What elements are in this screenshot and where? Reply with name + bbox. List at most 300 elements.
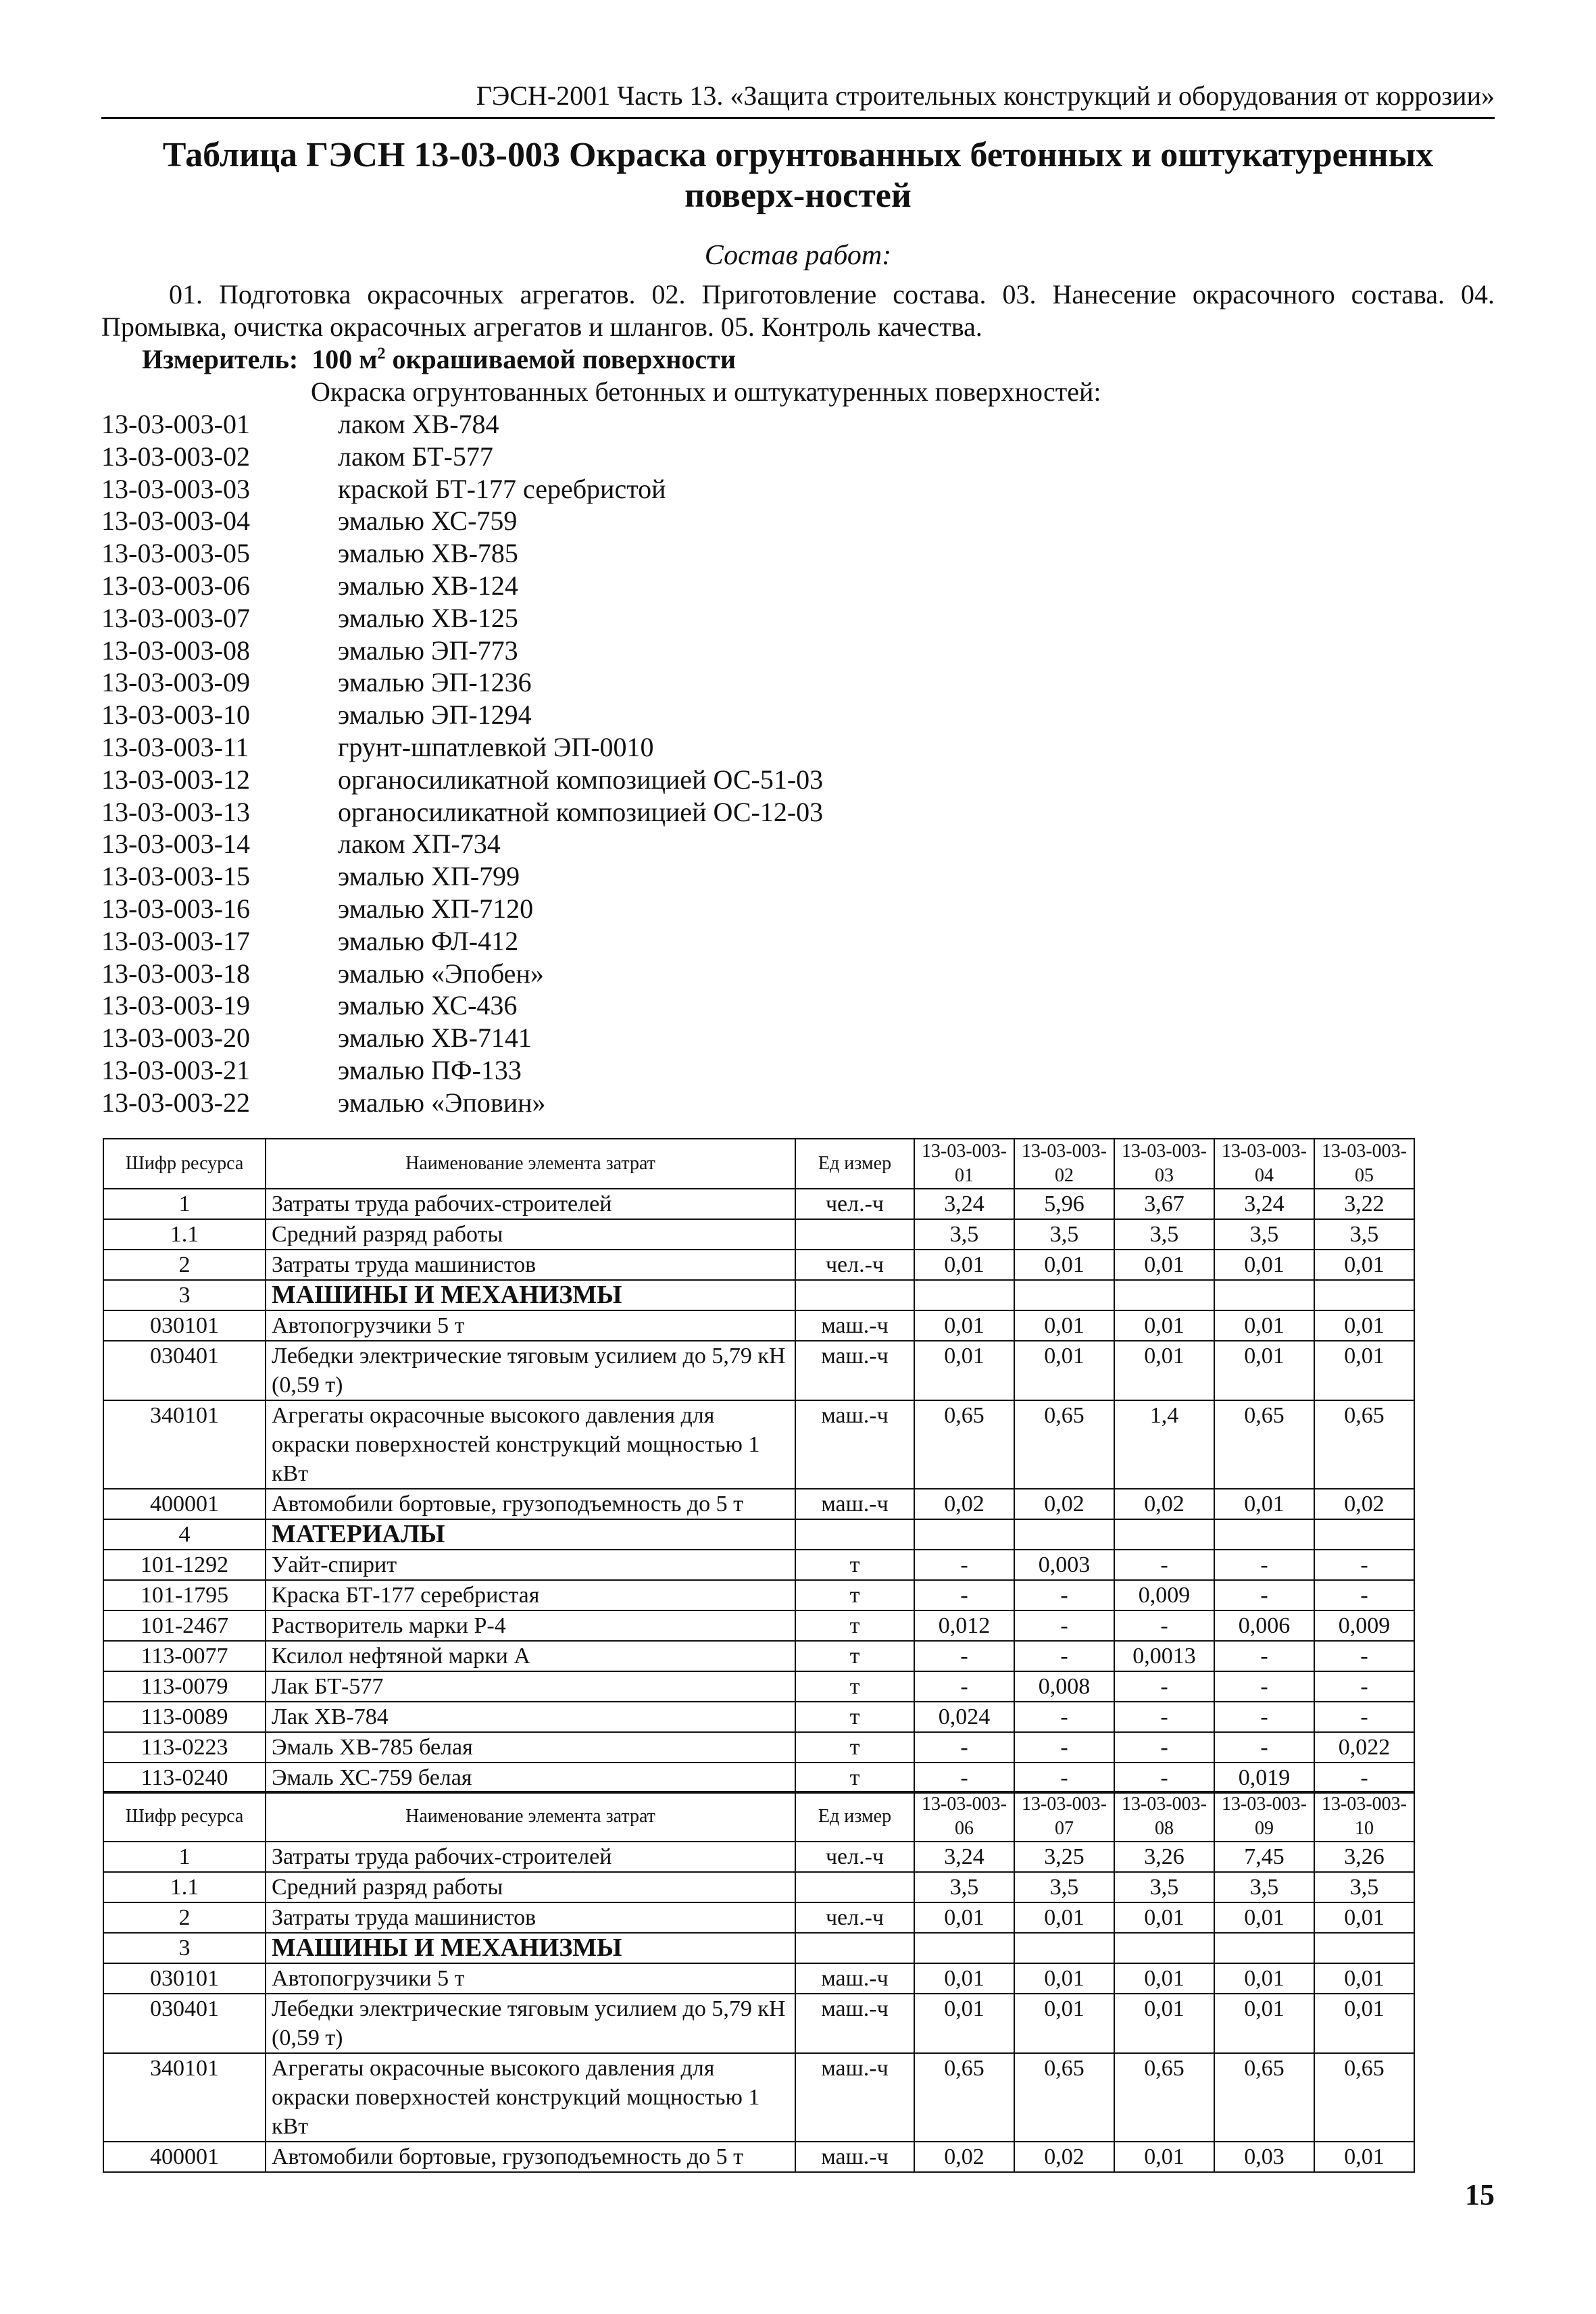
list-heading: Окраска огрунтованных бетонных и оштукатуренных поверхностей: <box>311 376 1101 407</box>
column-header: 13-03-003-03 <box>1114 1139 1214 1189</box>
cell-name: Лак БТ-577 <box>266 1671 795 1702</box>
table-row <box>103 1310 1414 1341</box>
cell-value: 3,5 <box>1314 1872 1414 1902</box>
cell-section-name: МАТЕРИАЛЫ <box>266 1519 795 1550</box>
table-row <box>103 1189 1414 1219</box>
cell-value: 1,4 <box>1114 1400 1214 1489</box>
list-item <box>101 764 823 796</box>
cell-value: 0,01 <box>1114 1902 1214 1933</box>
cell-value: - <box>1014 1580 1114 1610</box>
cell-value: 3,67 <box>1114 1189 1214 1219</box>
cell-code: 101-1292 <box>103 1550 266 1580</box>
resource-table-1 <box>103 1138 1415 1794</box>
column-header: 13-03-003-02 <box>1014 1139 1114 1189</box>
cell-unit: маш.-ч <box>795 1400 914 1489</box>
cell-value: 0,01 <box>914 1963 1014 1994</box>
cell-unit: маш.-ч <box>795 1341 914 1400</box>
cell-value: 3,26 <box>1114 1842 1214 1872</box>
list-item <box>101 796 823 829</box>
list-item-code: 13-03-003-18 <box>101 958 250 989</box>
cell-value: - <box>1214 1671 1314 1702</box>
list-item <box>101 893 823 925</box>
list-item-code: 13-03-003-10 <box>101 699 250 731</box>
column-header: 13-03-003-05 <box>1314 1139 1414 1189</box>
list-item-code: 13-03-003-02 <box>101 441 250 472</box>
cell-name: Затраты труда рабочих-строителей <box>266 1842 795 1872</box>
cell-value: 0,01 <box>1014 1310 1114 1341</box>
cell-value: 0,01 <box>1014 1963 1114 1994</box>
column-header: 13-03-003-08 <box>1114 1792 1214 1842</box>
list-item-name: эмалью ЭП-1236 <box>338 667 532 698</box>
list-item-name: эмалью ХС-436 <box>338 990 518 1021</box>
cell-value: 0,01 <box>914 1341 1014 1400</box>
cell-code: 400001 <box>103 1489 266 1519</box>
list-item-code: 13-03-003-05 <box>101 538 250 569</box>
table-row <box>103 1842 1414 1872</box>
cell-unit <box>795 1519 914 1550</box>
table-row <box>103 1763 1414 1793</box>
column-header: Ед измер <box>795 1792 914 1842</box>
cell-value: - <box>1014 1610 1114 1641</box>
cell-value: 7,45 <box>1214 1842 1314 1872</box>
composition-heading: Состав работ: <box>704 240 892 271</box>
cell-unit <box>795 1933 914 1963</box>
cell-name: Эмаль ХС-759 белая <box>266 1763 795 1793</box>
cell-value: 0,02 <box>1114 1489 1214 1519</box>
cell-value: 0,01 <box>1114 1341 1214 1400</box>
list-item-code: 13-03-003-06 <box>101 570 250 601</box>
list-item <box>101 860 823 893</box>
cell-value: 0,01 <box>1114 1963 1214 1994</box>
cell-value: - <box>1014 1702 1114 1732</box>
column-header: Шифр ресурса <box>103 1792 266 1842</box>
list-item <box>101 537 823 570</box>
cell-value: 0,012 <box>914 1610 1014 1641</box>
list-item-code: 13-03-003-03 <box>101 473 250 504</box>
cell-value: 0,022 <box>1314 1732 1414 1763</box>
list-item-name: лаком ХП-734 <box>338 829 501 860</box>
cell-value: 0,019 <box>1214 1763 1314 1793</box>
list-item-name: эмалью ХВ-7141 <box>338 1023 532 1054</box>
cell-name: Краска БТ-177 серебристая <box>266 1580 795 1610</box>
cell-value: 0,01 <box>1214 1310 1314 1341</box>
cell-value: 0,01 <box>1314 1310 1414 1341</box>
cell-value: 0,01 <box>1214 1250 1314 1280</box>
list-item-code: 13-03-003-14 <box>101 829 250 860</box>
list-item-name: эмалью ХП-799 <box>338 861 520 892</box>
table-row <box>103 1872 1414 1902</box>
cell-name: Автопогрузчики 5 т <box>266 1963 795 1994</box>
cell-value <box>1314 1933 1414 1963</box>
cell-value: 0,01 <box>1114 1310 1214 1341</box>
cell-name: Агрегаты окрасочные высокого давления для окраски поверхностей конструкций мощностью 1 кВт <box>266 2053 795 2142</box>
list-item-code: 13-03-003-08 <box>101 635 250 666</box>
list-item-name: эмалью ЭП-1294 <box>338 699 532 731</box>
cell-value: 0,01 <box>1314 1963 1414 1994</box>
cell-value: 3,25 <box>1014 1842 1114 1872</box>
list-item-name: эмалью ХС-759 <box>338 506 518 537</box>
cell-code: 400001 <box>103 2142 266 2172</box>
table-header-row <box>103 1792 1414 1842</box>
list-item-name: эмалью ПФ-133 <box>338 1054 522 1085</box>
cell-value: 0,65 <box>1014 1400 1114 1489</box>
list-item <box>101 1022 823 1054</box>
cell-value: 0,01 <box>1114 1250 1214 1280</box>
list-item <box>101 570 823 602</box>
table-row <box>103 1902 1414 1933</box>
table-row <box>103 1400 1414 1489</box>
cell-value: 0,65 <box>1214 1400 1314 1489</box>
cell-value: 0,01 <box>1314 1341 1414 1400</box>
table-title: Таблица ГЭСН 13-03-003 Окраска огрунтованных бетонных и оштукатуренных поверх-ностей <box>162 136 1434 215</box>
list-item-code: 13-03-003-04 <box>101 506 250 537</box>
cell-value: 3,5 <box>1114 1219 1214 1250</box>
cell-name: Эмаль ХВ-785 белая <box>266 1732 795 1763</box>
running-header: ГЭСН-2001 Часть 13. «Защита строительных конструкций и оборудования от коррозии» <box>101 80 1495 119</box>
cell-value: 3,24 <box>1214 1189 1314 1219</box>
cell-name: Лак ХВ-784 <box>266 1702 795 1732</box>
cell-value: - <box>914 1641 1014 1671</box>
cell-value: - <box>1314 1641 1414 1671</box>
table-row <box>103 2053 1414 2142</box>
list-item-name: эмалью ХВ-124 <box>338 570 518 601</box>
cell-value: - <box>1214 1550 1314 1580</box>
cell-value: - <box>1314 1763 1414 1793</box>
cell-name: Растворитель марки Р-4 <box>266 1610 795 1641</box>
list-item-code: 13-03-003-11 <box>101 731 249 762</box>
cell-value: 0,01 <box>1314 1994 1414 2053</box>
cell-value <box>1114 1933 1214 1963</box>
cell-value: 0,65 <box>1114 2053 1214 2142</box>
list-item <box>101 1054 823 1087</box>
cell-value: 0,65 <box>1314 2053 1414 2142</box>
column-header: 13-03-003-04 <box>1214 1139 1314 1189</box>
cell-name: Средний разряд работы <box>266 1872 795 1902</box>
cell-value: 3,5 <box>1014 1219 1114 1250</box>
list-item-code: 13-03-003-01 <box>101 409 250 439</box>
table-row <box>103 1610 1414 1641</box>
cell-unit: т <box>795 1671 914 1702</box>
table-row <box>103 2142 1414 2172</box>
cell-name: Лебедки электрические тяговым усилием до 5,79 кН (0,59 т) <box>266 1994 795 2053</box>
cell-value: 0,024 <box>914 1702 1014 1732</box>
table-row <box>103 1963 1414 1994</box>
cell-value: - <box>1214 1732 1314 1763</box>
cell-unit: т <box>795 1763 914 1793</box>
cell-value <box>1214 1933 1314 1963</box>
table-row <box>103 1641 1414 1671</box>
cell-value: 0,01 <box>1114 2142 1214 2172</box>
cell-value: - <box>1114 1732 1214 1763</box>
cell-unit: т <box>795 1702 914 1732</box>
list-item-code: 13-03-003-12 <box>101 764 250 795</box>
cell-value: 0,01 <box>1214 1994 1314 2053</box>
cell-value: - <box>914 1763 1014 1793</box>
cell-unit: маш.-ч <box>795 1994 914 2053</box>
cell-value: 0,003 <box>1014 1550 1114 1580</box>
cell-value: - <box>914 1580 1014 1610</box>
cell-value: 3,5 <box>914 1219 1014 1250</box>
list-item-code: 13-03-003-13 <box>101 796 250 827</box>
cell-value: 0,01 <box>1014 1341 1114 1400</box>
cell-code: 113-0240 <box>103 1763 266 1793</box>
cell-value <box>1214 1519 1314 1550</box>
cell-code: 1 <box>103 1189 266 1219</box>
cell-value: 0,03 <box>1214 2142 1314 2172</box>
list-item-code: 13-03-003-21 <box>101 1054 250 1085</box>
cell-value: - <box>1114 1671 1214 1702</box>
cell-code: 113-0079 <box>103 1671 266 1702</box>
cell-name: Ксилол нефтяной марки А <box>266 1641 795 1671</box>
meter-sup: 2 <box>377 345 386 363</box>
cell-value <box>914 1280 1014 1310</box>
list-item-name: органосиликатной композицией ОС-51-03 <box>338 764 824 795</box>
cell-value: 0,01 <box>1014 1902 1114 1933</box>
cell-value: 0,02 <box>914 1489 1014 1519</box>
code-list <box>101 408 823 1119</box>
cell-value: 3,22 <box>1314 1189 1414 1219</box>
meter-label: Измеритель: <box>142 344 299 374</box>
cell-value: - <box>1114 1763 1214 1793</box>
cell-value <box>1014 1933 1114 1963</box>
list-item-code: 13-03-003-22 <box>101 1087 250 1118</box>
cell-value: 0,65 <box>1214 2053 1314 2142</box>
meter-rest: окрашиваемой поверхности <box>385 344 736 374</box>
list-item-name: органосиликатной композицией ОС-12-03 <box>338 796 824 827</box>
cell-value: - <box>1214 1702 1314 1732</box>
cell-name: Средний разряд работы <box>266 1219 795 1250</box>
cell-value: - <box>1114 1610 1214 1641</box>
cell-value: 0,009 <box>1114 1580 1214 1610</box>
cell-unit: т <box>795 1580 914 1610</box>
cell-code: 1.1 <box>103 1219 266 1250</box>
table-row <box>103 1580 1414 1610</box>
cell-value: 0,65 <box>1014 2053 1114 2142</box>
list-item-name: лаком БТ-577 <box>338 441 493 472</box>
cell-code: 101-1795 <box>103 1580 266 1610</box>
cell-value <box>914 1933 1014 1963</box>
cell-code: 1 <box>103 1842 266 1872</box>
list-item-code: 13-03-003-15 <box>101 861 250 892</box>
cell-unit: т <box>795 1610 914 1641</box>
cell-name: Автомобили бортовые, грузоподъемность до 5 т <box>266 2142 795 2172</box>
list-item-name: грунт-шпатлевкой ЭП-0010 <box>338 731 654 762</box>
cell-value: - <box>1314 1702 1414 1732</box>
section-row <box>103 1519 1414 1550</box>
cell-value: - <box>1314 1580 1414 1610</box>
list-item-code: 13-03-003-07 <box>101 602 250 633</box>
table-row <box>103 1550 1414 1580</box>
cell-unit: маш.-ч <box>795 2053 914 2142</box>
cell-value: 0,02 <box>1014 1489 1114 1519</box>
cell-value: 0,65 <box>914 1400 1014 1489</box>
cell-value: 0,01 <box>1114 1994 1214 2053</box>
cell-value: 0,01 <box>914 1994 1014 2053</box>
cell-value <box>1114 1280 1214 1310</box>
list-item <box>101 635 823 667</box>
table-row <box>103 1219 1414 1250</box>
list-item-code: 13-03-003-20 <box>101 1023 250 1054</box>
cell-value: - <box>1314 1671 1414 1702</box>
cell-value <box>1014 1280 1114 1310</box>
cell-value: 0,02 <box>1314 1489 1414 1519</box>
cell-value: 0,01 <box>1214 1902 1314 1933</box>
list-item <box>101 989 823 1022</box>
cell-value: 0,008 <box>1014 1671 1114 1702</box>
cell-value: 3,5 <box>1214 1872 1314 1902</box>
list-item <box>101 1087 823 1119</box>
list-item-name: эмалью ХП-7120 <box>338 893 534 924</box>
cell-value: - <box>914 1671 1014 1702</box>
cell-value <box>914 1519 1014 1550</box>
composition-text: 01. Подготовка окрасочных агрегатов. 02. Приготовление состава. 03. Нанесение окрасочного состава. 04. Промывка, очистка окрасочных агрегатов и шлангов. 05. Контроль качества. <box>101 279 1495 342</box>
cell-value: 3,24 <box>914 1842 1014 1872</box>
cell-unit: маш.-ч <box>795 1963 914 1994</box>
column-header: 13-03-003-01 <box>914 1139 1014 1189</box>
cell-value: 3,24 <box>914 1189 1014 1219</box>
table-row <box>103 1489 1414 1519</box>
cell-code: 113-0223 <box>103 1732 266 1763</box>
cell-unit: т <box>795 1641 914 1671</box>
cell-code: 030401 <box>103 1994 266 2053</box>
cell-unit: маш.-ч <box>795 2142 914 2172</box>
table-row <box>103 1702 1414 1732</box>
cell-name: Лебедки электрические тяговым усилием до 5,79 кН (0,59 т) <box>266 1341 795 1400</box>
cell-value: 0,01 <box>1314 2142 1414 2172</box>
cell-value: 0,65 <box>1314 1400 1414 1489</box>
list-item <box>101 473 823 506</box>
cell-code: 113-0089 <box>103 1702 266 1732</box>
list-item <box>101 441 823 473</box>
column-header: Шифр ресурса <box>103 1139 266 1189</box>
cell-value: 0,02 <box>1014 2142 1114 2172</box>
list-item-name: эмалью «Эповин» <box>338 1087 546 1118</box>
table-row <box>103 1341 1414 1400</box>
cell-value: 0,01 <box>914 1250 1014 1280</box>
cell-code: 030401 <box>103 1341 266 1400</box>
page-number: 15 <box>1465 2178 1495 2211</box>
cell-name: Уайт-спирит <box>266 1550 795 1580</box>
cell-value: 3,5 <box>1314 1219 1414 1250</box>
cell-code: 030101 <box>103 1963 266 1994</box>
cell-value <box>1114 1519 1214 1550</box>
cell-value: 3,5 <box>1214 1219 1314 1250</box>
cell-unit: маш.-ч <box>795 1489 914 1519</box>
cell-value: 0,0013 <box>1114 1641 1214 1671</box>
cell-unit: чел.-ч <box>795 1250 914 1280</box>
column-header: 13-03-003-10 <box>1314 1792 1414 1842</box>
cell-unit: т <box>795 1732 914 1763</box>
cell-value: - <box>1114 1550 1214 1580</box>
cell-value: 0,006 <box>1214 1610 1314 1641</box>
cell-value: 5,96 <box>1014 1189 1114 1219</box>
table-header-row <box>103 1139 1414 1189</box>
list-item <box>101 958 823 990</box>
list-item-name: лаком ХВ-784 <box>338 409 499 439</box>
cell-value: 0,01 <box>1214 1489 1314 1519</box>
column-header: Наименование элемента затрат <box>266 1139 795 1189</box>
cell-name: Агрегаты окрасочные высокого давления для окраски поверхностей конструкций мощностью 1 кВт <box>266 1400 795 1489</box>
cell-code: 3 <box>103 1933 266 1963</box>
cell-value: 3,5 <box>914 1872 1014 1902</box>
cell-unit: т <box>795 1550 914 1580</box>
list-item-name: эмалью ФЛ-412 <box>338 925 519 956</box>
cell-value <box>1014 1519 1114 1550</box>
cell-value: - <box>1214 1641 1314 1671</box>
cell-value <box>1314 1280 1414 1310</box>
list-item-code: 13-03-003-19 <box>101 990 250 1021</box>
list-item <box>101 505 823 537</box>
cell-value: - <box>1014 1641 1114 1671</box>
column-header: Ед измер <box>795 1139 914 1189</box>
cell-value: 3,5 <box>1014 1872 1114 1902</box>
cell-code: 101-2467 <box>103 1610 266 1641</box>
cell-code: 113-0077 <box>103 1641 266 1671</box>
cell-code: 4 <box>103 1519 266 1550</box>
cell-section-name: МАШИНЫ И МЕХАНИЗМЫ <box>266 1933 795 1963</box>
cell-value: 0,01 <box>1014 1250 1114 1280</box>
cell-name: Затраты труда машинистов <box>266 1902 795 1933</box>
cell-unit <box>795 1872 914 1902</box>
cell-value: 3,5 <box>1114 1872 1214 1902</box>
meter-line <box>142 343 736 375</box>
cell-value: - <box>914 1732 1014 1763</box>
column-header: 13-03-003-07 <box>1014 1792 1114 1842</box>
cell-code: 1.1 <box>103 1872 266 1902</box>
cell-value: 3,26 <box>1314 1842 1414 1872</box>
cell-unit <box>795 1219 914 1250</box>
cell-section-name: МАШИНЫ И МЕХАНИЗМЫ <box>266 1280 795 1310</box>
column-header: 13-03-003-06 <box>914 1792 1014 1842</box>
list-item <box>101 925 823 958</box>
table-row <box>103 1250 1414 1280</box>
list-item-code: 13-03-003-17 <box>101 925 250 956</box>
section-row <box>103 1280 1414 1310</box>
list-item-name: эмалью ХВ-785 <box>338 538 518 569</box>
column-header: 13-03-003-09 <box>1214 1792 1314 1842</box>
cell-value: 0,01 <box>914 1902 1014 1933</box>
cell-value: 0,01 <box>1214 1341 1314 1400</box>
cell-code: 2 <box>103 1250 266 1280</box>
cell-value <box>1314 1519 1414 1550</box>
table-row <box>103 1732 1414 1763</box>
list-item-name: краской БТ-177 серебристой <box>338 473 666 504</box>
list-item <box>101 828 823 860</box>
list-item <box>101 666 823 699</box>
cell-name: Затраты труда рабочих-строителей <box>266 1189 795 1219</box>
cell-code: 340101 <box>103 1400 266 1489</box>
section-row <box>103 1933 1414 1963</box>
meter-value: 100 м <box>311 344 378 374</box>
cell-name: Затраты труда машинистов <box>266 1250 795 1280</box>
cell-value: 0,01 <box>1214 1963 1314 1994</box>
cell-name: Автомобили бортовые, грузоподъемность до 5 т <box>266 1489 795 1519</box>
list-item-code: 13-03-003-09 <box>101 667 250 698</box>
list-item-name: эмалью ЭП-773 <box>338 635 518 666</box>
cell-code: 340101 <box>103 2053 266 2142</box>
cell-value: - <box>1214 1580 1314 1610</box>
cell-value: 0,02 <box>914 2142 1014 2172</box>
table-row <box>103 1994 1414 2053</box>
cell-value: 0,65 <box>914 2053 1014 2142</box>
cell-value: - <box>1114 1702 1214 1732</box>
cell-unit: чел.-ч <box>795 1902 914 1933</box>
cell-value: - <box>1014 1763 1114 1793</box>
list-item <box>101 699 823 731</box>
list-item-name: эмалью «Эпобен» <box>338 958 544 989</box>
list-item-code: 13-03-003-16 <box>101 893 250 924</box>
table-row <box>103 1671 1414 1702</box>
